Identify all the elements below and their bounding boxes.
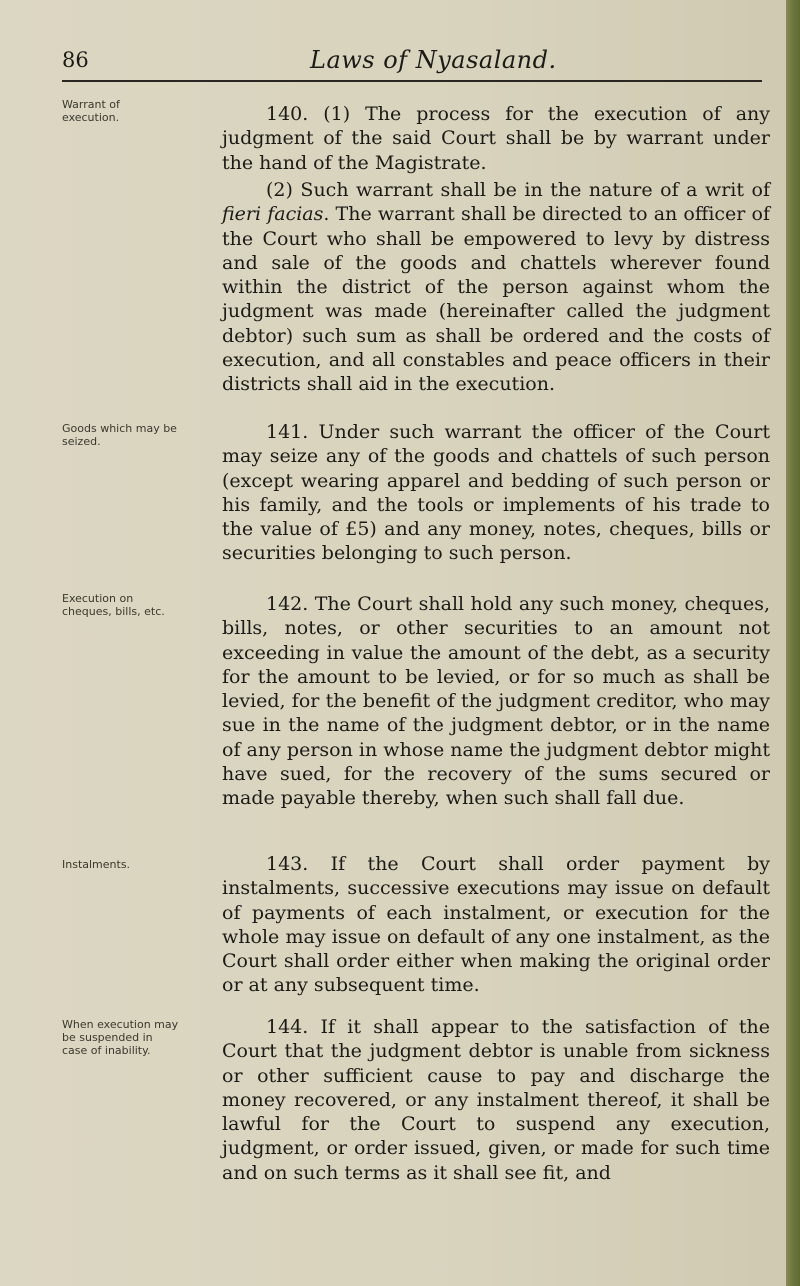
section-142: 142. The Court shall hold any such money, cheques, bills, notes, or other securities to an amount not exceeding in value the amount of the debt, as a security for the amount to be levied, or for so much as shall be levied, for the benefit of the judgment creditor, who may sue in the name of the judgment debtor, or in the name of any person in whose name the judgment debtor might have sued, for the recovery of the sums secured or made payable thereby, when such shall fall due. [222,593,770,810]
margin-note-execution-cheques: Execution on cheques, bills, etc. [62,592,165,618]
section-144: 144. If it shall appear to the satisfaction of the Court that the judgment debtor is unable from sickness or other sufficient cause to pay and discharge the money recovered, or any instalment thereof, it shall be lawful for the Court to suspend any execution, judgment, or order issued, given, or made for such time and on such terms as it shall see fit, and [222,1016,770,1184]
section-140-1: 140. (1) The process for the execution of any judgment of the said Court shall be by warrant under the hand of the Magistrate. [222,103,770,174]
section-141: 141. Under such warrant the officer of the Court may seize any of the goods and chattels of such person (except wearing apparel and bedding of such person or his family, and the tools or implements of his trade to the value of £5) and any money, notes, cheques, bills or securities belonging to such person. [222,421,770,565]
margin-note-instalments: Instalments. [62,858,131,871]
page-number: 86 [62,48,89,72]
section-143: 143. If the Court shall order payment by instalments, successive executions may issue on default of payments of each instalment, or execution for the whole may issue on default of any one instalment, as the Court shall order either when making the original order or at any subsequent time. [222,853,770,997]
page-edge [786,0,800,1286]
margin-note-suspension: When execution may be suspended in case of inability. [62,1018,179,1057]
running-title: Laws of Nyasaland. [310,46,557,74]
margin-note-warrant: Warrant of execution. [62,98,120,124]
header-rule [62,80,762,82]
section-140-2: (2) Such warrant shall be in the nature of a writ of fieri facias. The warrant shall be directed to an officer of the Court who shall be empowered to levy by distress and sale of the goods and chattels wherever found within the district of the person against whom the judgment was made (hereinafter called the judgment debtor) such sum as shall be ordered and the costs of execution, and all constables and peace officers in their districts shall aid in the execution. [222,179,770,396]
page-header [62,48,762,78]
margin-note-goods: Goods which may be seized. [62,422,177,448]
